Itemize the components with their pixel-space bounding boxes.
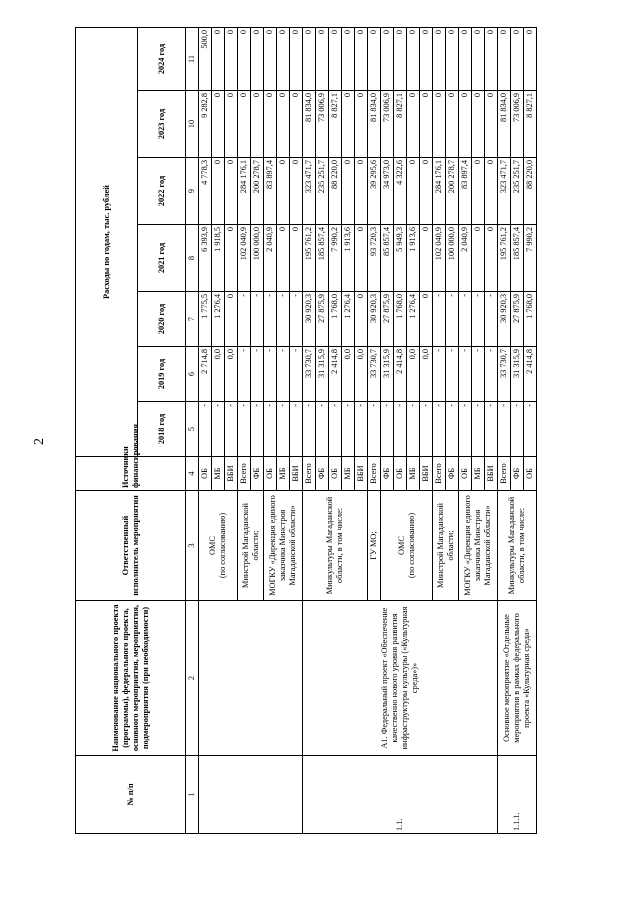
amount-cell: - xyxy=(238,347,251,402)
amount-cell: - xyxy=(407,402,420,457)
table-row xyxy=(303,28,316,834)
amount-cell: 1 913,6 xyxy=(407,225,420,292)
amount-cell: - xyxy=(264,402,277,457)
amount-cell: 83 897,4 xyxy=(459,158,472,225)
amount-cell: 2 414,8 xyxy=(329,347,342,402)
amount-cell: 30 920,3 xyxy=(368,292,381,347)
amount-cell: 1 276,4 xyxy=(342,292,355,347)
amount-cell: 0 xyxy=(472,91,485,158)
amount-cell: 2 414,8 xyxy=(394,347,407,402)
amount-cell: 0 xyxy=(381,28,394,91)
header-year: 2023 год xyxy=(138,91,186,158)
amount-cell: 0 xyxy=(238,28,251,91)
funding-source: ОБ xyxy=(394,457,407,491)
amount-cell: 0 xyxy=(355,158,368,225)
column-number: 1 xyxy=(186,756,199,834)
column-number: 7 xyxy=(186,292,199,347)
amount-cell: 0 xyxy=(290,225,303,292)
funding-source: МБ xyxy=(407,457,420,491)
amount-cell: - xyxy=(277,292,290,347)
amount-cell: - xyxy=(264,292,277,347)
row-name: А1. Федеральный проект «Обеспечение качественно нового уровня развития инфраструктуры культуры («Культурная среда»)» xyxy=(303,601,498,756)
row-name: Основное мероприятие «Отдельные мероприятия в рамках федерального проекта «Культурная среда» xyxy=(498,601,537,756)
column-number: 2 xyxy=(186,601,199,756)
amount-cell: - xyxy=(446,402,459,457)
rotated-page xyxy=(75,28,575,834)
amount-cell: 0 xyxy=(303,28,316,91)
amount-cell: 0 xyxy=(420,28,433,91)
amount-cell: 100 000,0 xyxy=(251,225,264,292)
amount-cell: 2 040,9 xyxy=(264,225,277,292)
row-index: 1.1.1. xyxy=(498,756,537,834)
amount-cell: - xyxy=(472,402,485,457)
amount-cell: 2 414,8 xyxy=(524,347,537,402)
amount-cell: 0 xyxy=(225,158,238,225)
amount-cell: 0 xyxy=(264,91,277,158)
amount-cell: 73 006,9 xyxy=(316,91,329,158)
row-name-empty xyxy=(199,601,303,756)
amount-cell: 8 827,1 xyxy=(329,91,342,158)
funding-source: МБ xyxy=(472,457,485,491)
header-expenses: Расходы по годам, тыс. рублей xyxy=(76,28,138,457)
amount-cell: 0 xyxy=(277,225,290,292)
amount-cell: 73 006,9 xyxy=(381,91,394,158)
amount-cell: 200 278,7 xyxy=(446,158,459,225)
amount-cell: 235 251,7 xyxy=(511,158,524,225)
amount-cell: - xyxy=(472,292,485,347)
funding-source: ФБ xyxy=(446,457,459,491)
page-number: 2 xyxy=(32,438,47,445)
amount-cell: - xyxy=(381,402,394,457)
amount-cell: 0 xyxy=(433,91,446,158)
amount-cell: 0,0 xyxy=(342,347,355,402)
amount-cell: 39 295,6 xyxy=(368,158,381,225)
amount-cell: 0 xyxy=(472,28,485,91)
amount-cell: 1 913,6 xyxy=(342,225,355,292)
amount-cell: 0 xyxy=(459,91,472,158)
amount-cell: 0 xyxy=(225,28,238,91)
amount-cell: 0 xyxy=(212,91,225,158)
amount-cell: 30 920,3 xyxy=(303,292,316,347)
executor-cell: МОГКУ «Дирекция единого заказчика Минстроя Магаданской области» xyxy=(459,491,498,601)
amount-cell: - xyxy=(251,347,264,402)
amount-cell: - xyxy=(459,402,472,457)
funding-source: МБ xyxy=(342,457,355,491)
amount-cell: 81 834,0 xyxy=(303,91,316,158)
column-number: 6 xyxy=(186,347,199,402)
amount-cell: - xyxy=(446,347,459,402)
amount-cell: - xyxy=(511,402,524,457)
amount-cell: 195 761,2 xyxy=(303,225,316,292)
amount-cell: - xyxy=(290,292,303,347)
header-source: Источники финансирования xyxy=(76,457,186,491)
amount-cell: 1 775,5 xyxy=(199,292,212,347)
amount-cell: - xyxy=(290,402,303,457)
amount-cell: - xyxy=(524,402,537,457)
amount-cell: 0 xyxy=(394,28,407,91)
amount-cell: 27 875,9 xyxy=(316,292,329,347)
amount-cell: 102 040,9 xyxy=(238,225,251,292)
amount-cell: 0 xyxy=(277,91,290,158)
amount-cell: 0 xyxy=(212,28,225,91)
table-body xyxy=(199,28,537,834)
amount-cell: - xyxy=(459,292,472,347)
amount-cell: 27 875,9 xyxy=(381,292,394,347)
amount-cell: 0 xyxy=(290,158,303,225)
funding-source: ВБИ xyxy=(485,457,498,491)
amount-cell: 4 322,6 xyxy=(394,158,407,225)
amount-cell: 0,0 xyxy=(407,347,420,402)
funding-source: ОБ xyxy=(264,457,277,491)
amount-cell: 0 xyxy=(407,91,420,158)
amount-cell: 34 973,0 xyxy=(381,158,394,225)
amount-cell: 185 857,4 xyxy=(511,225,524,292)
amount-cell: 0 xyxy=(225,91,238,158)
amount-cell: 0 xyxy=(446,28,459,91)
amount-cell: 31 315,9 xyxy=(511,347,524,402)
amount-cell: 0 xyxy=(368,28,381,91)
amount-cell: 31 315,9 xyxy=(316,347,329,402)
amount-cell: - xyxy=(225,402,238,457)
amount-cell: 1 768,0 xyxy=(394,292,407,347)
amount-cell: - xyxy=(329,402,342,457)
funding-source: ВБИ xyxy=(355,457,368,491)
amount-cell: - xyxy=(485,292,498,347)
amount-cell: 5 949,3 xyxy=(394,225,407,292)
amount-cell: 185 857,4 xyxy=(316,225,329,292)
amount-cell: 6 393,9 xyxy=(199,225,212,292)
amount-cell: 81 834,0 xyxy=(368,91,381,158)
amount-cell: 0 xyxy=(238,91,251,158)
amount-cell: 0 xyxy=(420,158,433,225)
header-year: 2018 год xyxy=(138,402,186,457)
amount-cell: 85 857,4 xyxy=(381,225,394,292)
header-year: 2022 год xyxy=(138,158,186,225)
executor-cell: ОМС (по согласованию) xyxy=(381,491,433,601)
amount-cell: - xyxy=(433,402,446,457)
amount-cell: - xyxy=(264,347,277,402)
funding-source: Всего xyxy=(498,457,511,491)
amount-cell: 83 897,4 xyxy=(264,158,277,225)
row-index-empty xyxy=(199,756,303,834)
amount-cell: 0 xyxy=(407,28,420,91)
amount-cell: 9 282,8 xyxy=(199,91,212,158)
column-number: 3 xyxy=(186,491,199,601)
header-year: 2024 год xyxy=(138,28,186,91)
funding-source: Всего xyxy=(303,457,316,491)
header-year: 2020 год xyxy=(138,292,186,347)
amount-cell: - xyxy=(238,402,251,457)
amount-cell: 0 xyxy=(511,28,524,91)
executor-cell: Минкультуры Магаданской области, в том числе: xyxy=(498,491,537,601)
amount-cell: 1 276,4 xyxy=(212,292,225,347)
funding-source: МБ xyxy=(212,457,225,491)
amount-cell: 88 220,0 xyxy=(524,158,537,225)
amount-cell: 0 xyxy=(420,292,433,347)
amount-cell: 0 xyxy=(407,158,420,225)
amount-cell: 1 918,5 xyxy=(212,225,225,292)
amount-cell: - xyxy=(472,347,485,402)
amount-cell: 0 xyxy=(420,225,433,292)
amount-cell: 0,0 xyxy=(212,347,225,402)
funding-source: ОБ xyxy=(329,457,342,491)
funding-source: ВБИ xyxy=(420,457,433,491)
amount-cell: 0 xyxy=(355,225,368,292)
amount-cell: - xyxy=(420,402,433,457)
amount-cell: - xyxy=(316,402,329,457)
amount-cell: 0 xyxy=(355,91,368,158)
funding-source: ВБИ xyxy=(290,457,303,491)
executor-cell: Минстрой Магаданской области; xyxy=(238,491,264,601)
amount-cell: 500,0 xyxy=(199,28,212,91)
funding-source: Всего xyxy=(368,457,381,491)
amount-cell: 0 xyxy=(290,91,303,158)
amount-cell: 33 730,7 xyxy=(498,347,511,402)
amount-cell: - xyxy=(199,402,212,457)
amount-cell: 30 920,3 xyxy=(498,292,511,347)
column-number: 5 xyxy=(186,402,199,457)
row-index: 1.1. xyxy=(303,756,498,834)
executor-cell: ГУ МО; xyxy=(368,491,381,601)
amount-cell: 81 834,0 xyxy=(498,91,511,158)
amount-cell: - xyxy=(212,402,225,457)
amount-cell: 0 xyxy=(290,28,303,91)
amount-cell: 0 xyxy=(342,28,355,91)
funding-source: ВБИ xyxy=(225,457,238,491)
amount-cell: - xyxy=(355,402,368,457)
funding-source: ФБ xyxy=(251,457,264,491)
amount-cell: 0 xyxy=(225,225,238,292)
table-row xyxy=(498,28,511,834)
amount-cell: 0 xyxy=(433,28,446,91)
amount-cell: 284 176,1 xyxy=(238,158,251,225)
header-number: № п/п xyxy=(76,756,186,834)
amount-cell: 0 xyxy=(459,28,472,91)
header-year: 2019 год xyxy=(138,347,186,402)
amount-cell: 1 276,4 xyxy=(407,292,420,347)
executor-cell: Минкультуры Магаданской области, в том числе: xyxy=(303,491,368,601)
funding-source: Всего xyxy=(238,457,251,491)
amount-cell: 100 000,0 xyxy=(446,225,459,292)
amount-cell: 0 xyxy=(420,91,433,158)
amount-cell: 0 xyxy=(355,28,368,91)
amount-cell: 8 827,1 xyxy=(524,91,537,158)
amount-cell: 200 278,7 xyxy=(251,158,264,225)
column-number: 11 xyxy=(186,28,199,91)
amount-cell: - xyxy=(394,402,407,457)
amount-cell: 33 730,7 xyxy=(303,347,316,402)
amount-cell: 88 220,0 xyxy=(329,158,342,225)
table-row xyxy=(199,28,212,834)
amount-cell: 0 xyxy=(212,158,225,225)
amount-cell: - xyxy=(446,292,459,347)
amount-cell: 102 040,9 xyxy=(433,225,446,292)
amount-cell: 2 714,8 xyxy=(199,347,212,402)
funding-source: ФБ xyxy=(316,457,329,491)
amount-cell: 0 xyxy=(472,225,485,292)
amount-cell: 2 040,9 xyxy=(459,225,472,292)
amount-cell: - xyxy=(251,292,264,347)
funding-source: ОБ xyxy=(524,457,537,491)
amount-cell: 0 xyxy=(251,28,264,91)
amount-cell: 4 778,3 xyxy=(199,158,212,225)
amount-cell: 0 xyxy=(329,28,342,91)
amount-cell: 0,0 xyxy=(420,347,433,402)
amount-cell: 0 xyxy=(498,28,511,91)
executor-cell: МОГКУ «Дирекция единого заказчика Минстроя Магаданской области» xyxy=(264,491,303,601)
amount-cell: 31 315,9 xyxy=(381,347,394,402)
amount-cell: 7 990,2 xyxy=(329,225,342,292)
amount-cell: - xyxy=(290,347,303,402)
amount-cell: - xyxy=(251,402,264,457)
amount-cell: - xyxy=(498,402,511,457)
header-year: 2021 год xyxy=(138,225,186,292)
amount-cell: 0 xyxy=(277,28,290,91)
amount-cell: - xyxy=(238,292,251,347)
amount-cell: - xyxy=(485,402,498,457)
funding-source: ФБ xyxy=(511,457,524,491)
amount-cell: 0 xyxy=(485,91,498,158)
amount-cell: 0,0 xyxy=(225,347,238,402)
amount-cell: 0 xyxy=(485,225,498,292)
executor-cell: ОМС (по согласованию) xyxy=(199,491,238,601)
amount-cell: 0 xyxy=(355,292,368,347)
amount-cell: 0 xyxy=(316,28,329,91)
amount-cell: 8 827,1 xyxy=(394,91,407,158)
amount-cell: 0 xyxy=(342,91,355,158)
amount-cell: 93 720,3 xyxy=(368,225,381,292)
amount-cell: 195 761,2 xyxy=(498,225,511,292)
amount-cell: 0 xyxy=(472,158,485,225)
header-executor: Ответственный исполнитель мероприятия xyxy=(76,491,186,601)
funding-source: Всего xyxy=(433,457,446,491)
column-number: 8 xyxy=(186,225,199,292)
amount-cell: - xyxy=(433,347,446,402)
amount-cell: 0 xyxy=(524,28,537,91)
amount-cell: 1 768,0 xyxy=(329,292,342,347)
amount-cell: - xyxy=(368,402,381,457)
executor-cell: Минстрой Магаданской области; xyxy=(433,491,459,601)
amount-cell: 27 875,9 xyxy=(511,292,524,347)
amount-cell: - xyxy=(303,402,316,457)
funding-source: ОБ xyxy=(459,457,472,491)
amount-cell: 284 176,1 xyxy=(433,158,446,225)
amount-cell: 0 xyxy=(251,91,264,158)
amount-cell: 323 471,7 xyxy=(498,158,511,225)
amount-cell: - xyxy=(485,347,498,402)
funding-source: ФБ xyxy=(381,457,394,491)
amount-cell: 73 006,9 xyxy=(511,91,524,158)
amount-cell: 7 990,2 xyxy=(524,225,537,292)
amount-cell: 1 768,0 xyxy=(524,292,537,347)
amount-cell: - xyxy=(433,292,446,347)
funding-source: ОБ xyxy=(199,457,212,491)
amount-cell: - xyxy=(459,347,472,402)
amount-cell: 0 xyxy=(225,292,238,347)
amount-cell: 0 xyxy=(446,91,459,158)
amount-cell: 33 730,7 xyxy=(368,347,381,402)
amount-cell: 0 xyxy=(264,28,277,91)
amount-cell: 0 xyxy=(277,158,290,225)
amount-cell: 0 xyxy=(342,158,355,225)
amount-cell: 323 471,7 xyxy=(303,158,316,225)
column-number: 10 xyxy=(186,91,199,158)
amount-cell: 0 xyxy=(485,158,498,225)
amount-cell: 0 xyxy=(485,28,498,91)
amount-cell: 0,0 xyxy=(355,347,368,402)
header-name: Наименование национального проекта (программы), федерального проекта, основного мероприятия, мероприятия, подмероприятия (при необходимости) xyxy=(76,601,186,756)
amount-cell: - xyxy=(277,347,290,402)
amount-cell: - xyxy=(277,402,290,457)
amount-cell: - xyxy=(342,402,355,457)
column-number-row xyxy=(186,28,199,834)
column-number: 9 xyxy=(186,158,199,225)
budget-table xyxy=(75,27,537,834)
column-number: 4 xyxy=(186,457,199,491)
amount-cell: 235 251,7 xyxy=(316,158,329,225)
funding-source: МБ xyxy=(277,457,290,491)
